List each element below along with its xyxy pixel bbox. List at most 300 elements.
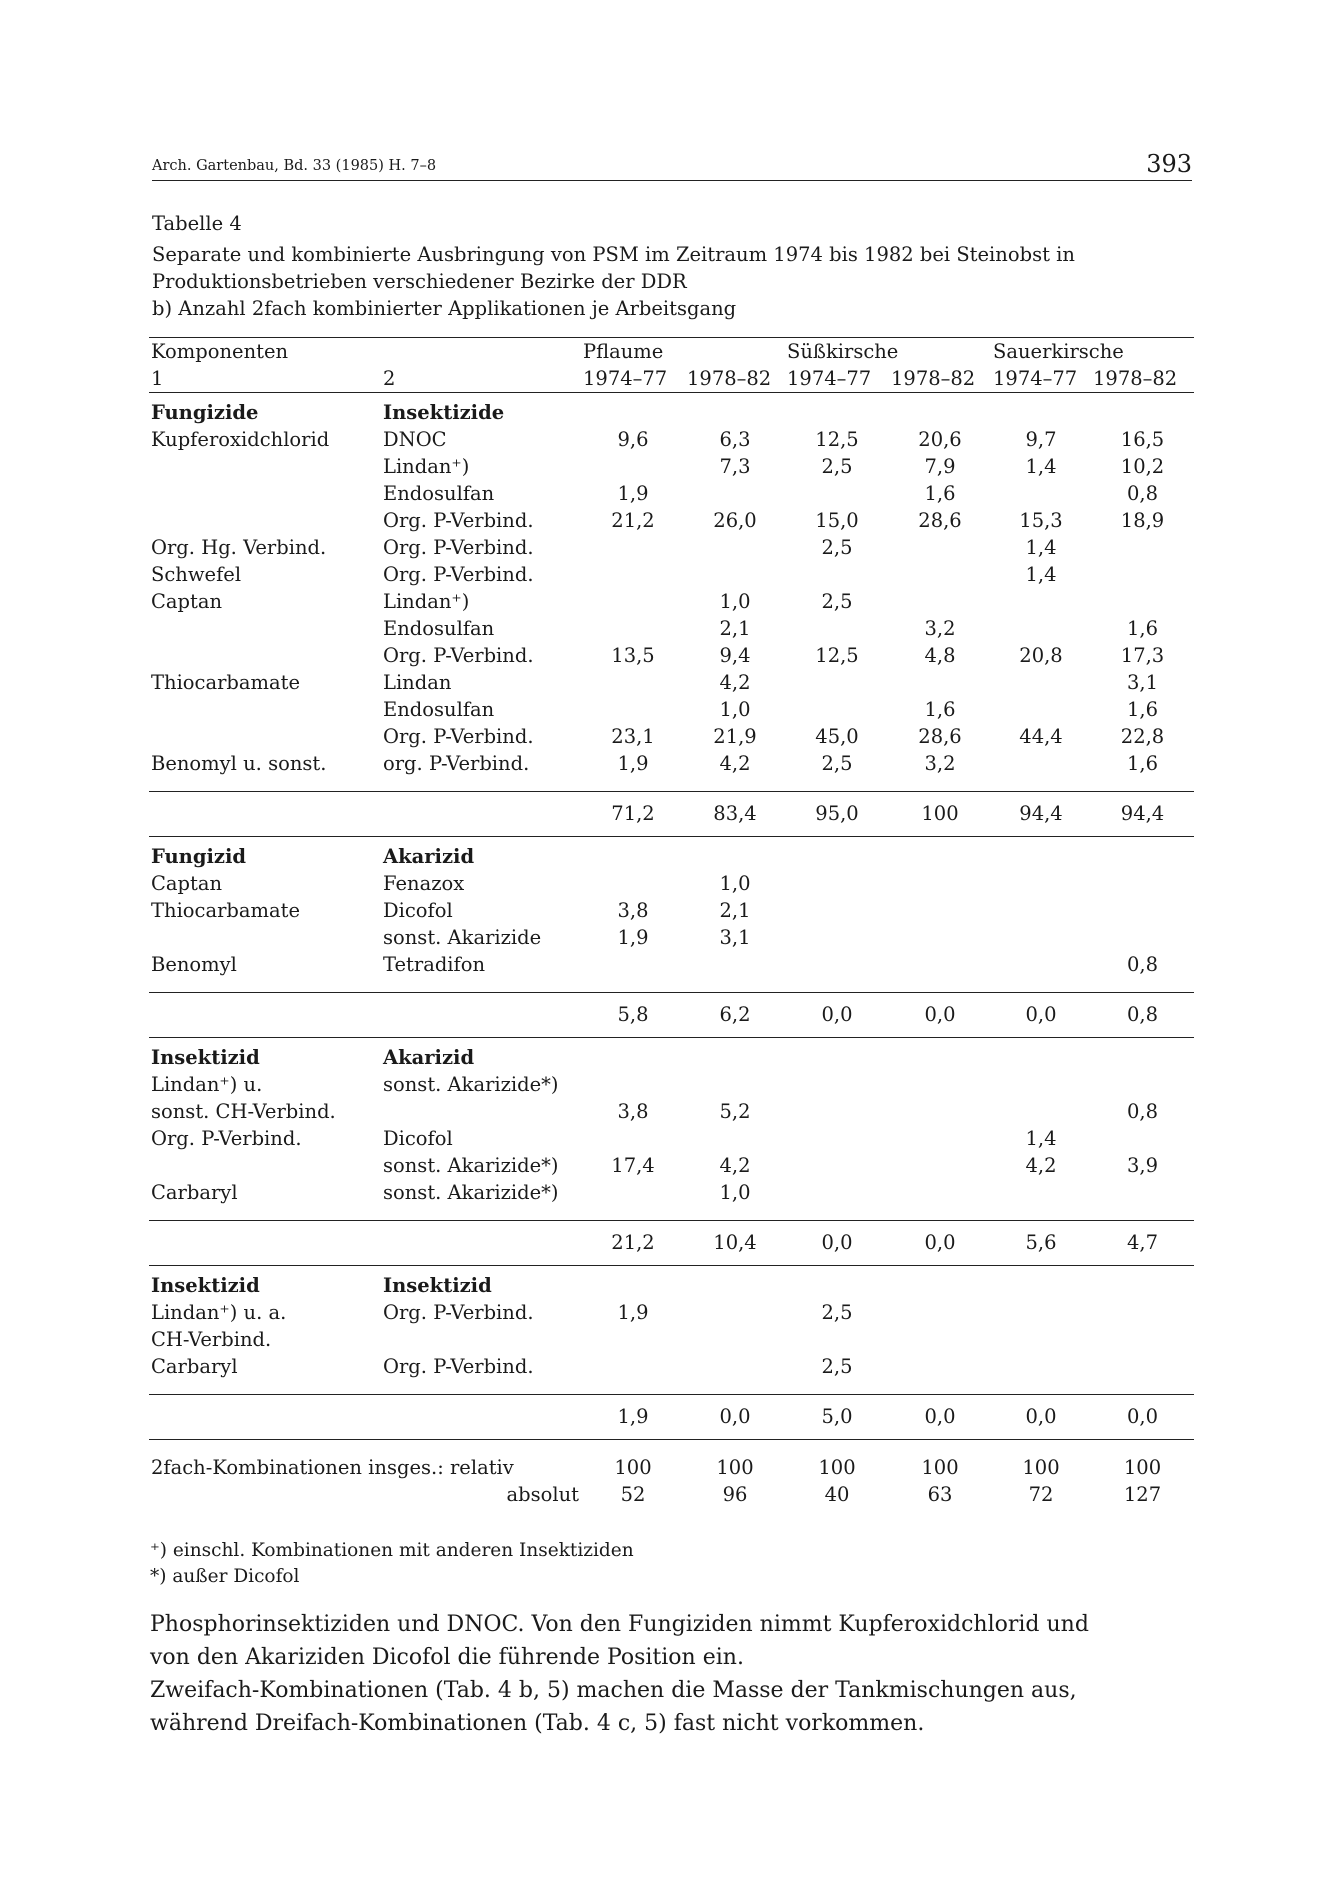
value-cell bbox=[1091, 1179, 1194, 1206]
value-cell bbox=[991, 1299, 1091, 1326]
sum-cell: 10,4 bbox=[685, 1221, 785, 1266]
total-relativ-cell: 100 bbox=[921, 1456, 959, 1479]
empty-cell bbox=[889, 1380, 991, 1395]
total-absolut-cell: 127 bbox=[1123, 1483, 1162, 1506]
empty-cell bbox=[381, 777, 581, 792]
table-row bbox=[149, 897, 1194, 924]
sum-cell: 0,0 bbox=[1091, 1395, 1194, 1440]
section-heading-component-1: Fungizide bbox=[151, 401, 259, 424]
sum-cell: 0,0 bbox=[991, 1395, 1091, 1440]
empty-cell bbox=[149, 993, 381, 1038]
value-cell: 20,6 bbox=[918, 428, 962, 451]
data-table bbox=[149, 337, 1194, 1508]
empty-cell bbox=[581, 1266, 685, 1300]
empty-cell bbox=[149, 978, 381, 993]
header-komponenten: Komponenten bbox=[149, 338, 381, 366]
spacer-row bbox=[149, 978, 1194, 993]
value-cell: 2,5 bbox=[821, 752, 853, 775]
component-2-cell: Endosulfan bbox=[383, 617, 495, 640]
value-cell: 2,5 bbox=[821, 536, 853, 559]
section-sum-row bbox=[149, 1395, 1194, 1440]
value-cell bbox=[685, 561, 785, 588]
total-absolut-cell: 72 bbox=[1028, 1483, 1054, 1506]
value-cell: 3,1 bbox=[1127, 671, 1159, 694]
header-pflaume: Pflaume bbox=[581, 338, 785, 366]
component-1-cell: Org. P-Verbind. bbox=[151, 1127, 302, 1150]
value-cell: 1,6 bbox=[1127, 752, 1159, 775]
caption-line: b) Anzahl 2fach kombinierter Applikationen je Arbeitsgang bbox=[152, 297, 737, 320]
value-cell bbox=[991, 1179, 1091, 1206]
empty-cell bbox=[785, 1038, 889, 1072]
value-cell bbox=[785, 1071, 889, 1098]
value-cell: 0,8 bbox=[1127, 953, 1159, 976]
footnotes bbox=[150, 1538, 634, 1590]
value-cell bbox=[785, 951, 889, 978]
section-heading-component-2: Akarizid bbox=[383, 1046, 475, 1069]
empty-cell bbox=[785, 1440, 889, 1455]
value-cell: 4,8 bbox=[924, 644, 956, 667]
value-cell bbox=[889, 669, 991, 696]
spacer-row bbox=[149, 777, 1194, 792]
total-absolut-cell: 52 bbox=[620, 1483, 646, 1506]
total-relativ-cell: 100 bbox=[1123, 1456, 1162, 1479]
component-2-cell: Dicofol bbox=[383, 1127, 453, 1150]
value-cell: 4,2 bbox=[719, 671, 751, 694]
component-2-cell: Org. P-Verbind. bbox=[383, 509, 534, 532]
component-2-cell: Tetradifon bbox=[383, 953, 486, 976]
empty-cell bbox=[889, 1206, 991, 1221]
value-cell bbox=[581, 1179, 685, 1206]
empty-cell bbox=[1091, 837, 1194, 871]
table-row bbox=[149, 642, 1194, 669]
value-cell bbox=[991, 750, 1091, 777]
component-1-cell: Lindan⁺) u. bbox=[151, 1073, 263, 1096]
table-row bbox=[149, 480, 1194, 507]
value-cell: 3,8 bbox=[617, 899, 649, 922]
value-cell: 1,0 bbox=[719, 872, 751, 895]
body-text bbox=[150, 1608, 1195, 1740]
header-period: 1978–82 bbox=[889, 365, 991, 393]
empty-cell bbox=[991, 837, 1091, 871]
empty-cell bbox=[889, 1038, 991, 1072]
table-row bbox=[149, 426, 1194, 453]
section-heading-component-2: Insektizide bbox=[383, 401, 505, 424]
value-cell bbox=[785, 1326, 889, 1353]
component-2-cell: sonst. Akarizide bbox=[383, 926, 542, 949]
value-cell: 17,3 bbox=[1120, 644, 1165, 667]
value-cell: 2,5 bbox=[821, 1301, 853, 1324]
value-cell: 10,2 bbox=[1120, 455, 1165, 478]
sum-cell: 0,0 bbox=[785, 993, 889, 1038]
component-2-cell: Dicofol bbox=[383, 899, 453, 922]
value-cell bbox=[581, 951, 685, 978]
value-cell bbox=[581, 534, 685, 561]
component-2-cell: Org. P-Verbind. bbox=[383, 1301, 534, 1324]
table-row bbox=[149, 1098, 1194, 1125]
value-cell bbox=[685, 1353, 785, 1380]
value-cell: 23,1 bbox=[611, 725, 655, 748]
empty-cell bbox=[381, 1206, 581, 1221]
header-period: 1974–77 bbox=[581, 365, 685, 393]
value-cell: 3,2 bbox=[924, 617, 956, 640]
sum-cell: 71,2 bbox=[581, 792, 685, 837]
value-cell: 17,4 bbox=[611, 1154, 655, 1177]
table-row bbox=[149, 1071, 1194, 1098]
value-cell bbox=[1091, 588, 1194, 615]
value-cell bbox=[889, 588, 991, 615]
value-cell: 20,8 bbox=[1019, 644, 1063, 667]
section-heading-component-2: Akarizid bbox=[383, 845, 475, 868]
component-2-cell: Org. P-Verbind. bbox=[383, 725, 534, 748]
sum-cell: 6,2 bbox=[685, 993, 785, 1038]
empty-cell bbox=[991, 393, 1091, 427]
empty-cell bbox=[581, 1380, 685, 1395]
value-cell bbox=[889, 561, 991, 588]
value-cell: 1,4 bbox=[1025, 563, 1057, 586]
value-cell: 4,2 bbox=[1025, 1154, 1057, 1177]
table-subheader-row bbox=[149, 365, 1194, 393]
data-table-wrapper bbox=[149, 337, 1194, 1508]
empty-cell bbox=[685, 978, 785, 993]
sum-cell: 21,2 bbox=[581, 1221, 685, 1266]
empty-cell bbox=[685, 1380, 785, 1395]
section-sum-row bbox=[149, 1221, 1194, 1266]
component-2-cell bbox=[381, 1098, 581, 1125]
running-header bbox=[152, 150, 1192, 181]
value-cell: 2,1 bbox=[719, 899, 751, 922]
value-cell bbox=[785, 1125, 889, 1152]
component-2-cell: Lindan bbox=[383, 671, 452, 694]
value-cell bbox=[581, 870, 685, 897]
empty-cell bbox=[889, 777, 991, 792]
value-cell bbox=[889, 870, 991, 897]
value-cell bbox=[991, 1326, 1091, 1353]
value-cell: 28,6 bbox=[918, 509, 962, 532]
body-line: während Dreifach-Kombinationen (Tab. 4 c, 5) fast nicht vorkommen. bbox=[150, 1711, 925, 1736]
section-heading-component-2: Insektizid bbox=[383, 1274, 492, 1297]
empty-cell bbox=[991, 1380, 1091, 1395]
sum-cell: 95,0 bbox=[785, 792, 889, 837]
total-absolut-cell: 96 bbox=[722, 1483, 748, 1506]
empty-cell bbox=[785, 393, 889, 427]
sum-cell: 0,0 bbox=[991, 993, 1091, 1038]
component-2-cell: Lindan⁺) bbox=[383, 590, 470, 613]
table-row bbox=[149, 669, 1194, 696]
section-sum-row bbox=[149, 792, 1194, 837]
empty-cell bbox=[991, 1266, 1091, 1300]
empty-cell bbox=[149, 777, 381, 792]
component-2-cell: Org. P-Verbind. bbox=[383, 563, 534, 586]
value-cell: 3,8 bbox=[617, 1100, 649, 1123]
value-cell bbox=[889, 1353, 991, 1380]
value-cell bbox=[1091, 897, 1194, 924]
value-cell: 15,0 bbox=[815, 509, 859, 532]
body-line: von den Akariziden Dicofol die führende Position ein. bbox=[150, 1645, 744, 1670]
table-body bbox=[149, 393, 1194, 1509]
value-cell: 12,5 bbox=[815, 644, 859, 667]
empty-cell bbox=[685, 393, 785, 427]
table-row bbox=[149, 615, 1194, 642]
value-cell bbox=[991, 870, 1091, 897]
component-2-cell: Org. P-Verbind. bbox=[383, 1355, 534, 1378]
component-1-cell: Captan bbox=[151, 590, 223, 613]
component-1-cell bbox=[149, 696, 381, 723]
value-cell: 7,9 bbox=[924, 455, 956, 478]
value-cell bbox=[581, 1125, 685, 1152]
component-2-cell: DNOC bbox=[383, 428, 447, 451]
empty-cell bbox=[685, 1266, 785, 1300]
value-cell: 26,0 bbox=[713, 509, 757, 532]
empty-cell bbox=[149, 1206, 381, 1221]
sum-cell: 0,0 bbox=[785, 1221, 889, 1266]
value-cell bbox=[785, 561, 889, 588]
header-period: 1974–77 bbox=[991, 365, 1091, 393]
value-cell: 2,5 bbox=[821, 455, 853, 478]
value-cell bbox=[581, 1071, 685, 1098]
value-cell bbox=[889, 1071, 991, 1098]
empty-cell bbox=[685, 1038, 785, 1072]
empty-cell bbox=[785, 1266, 889, 1300]
page-number: 393 bbox=[1146, 150, 1192, 178]
body-line: Phosphorinsektiziden und DNOC. Von den Fungiziden nimmt Kupferoxidchlorid und bbox=[150, 1612, 1089, 1637]
table-row bbox=[149, 1179, 1194, 1206]
empty-cell bbox=[685, 837, 785, 871]
table-row bbox=[149, 1299, 1194, 1326]
total-absolut-cell: 63 bbox=[927, 1483, 953, 1506]
value-cell bbox=[581, 696, 685, 723]
section-heading-row bbox=[149, 393, 1194, 427]
empty-cell bbox=[149, 1221, 381, 1266]
value-cell bbox=[685, 1071, 785, 1098]
header-component-2: 2 bbox=[381, 365, 581, 393]
component-1-cell bbox=[149, 615, 381, 642]
value-cell bbox=[991, 1353, 1091, 1380]
value-cell bbox=[685, 1125, 785, 1152]
caption-line: Separate und kombinierte Ausbringung von PSM im Zeitraum 1974 bis 1982 bei Steinobst in bbox=[152, 243, 1075, 266]
component-2-cell: sonst. Akarizide*) bbox=[383, 1154, 559, 1177]
empty-cell bbox=[149, 1395, 381, 1440]
empty-cell bbox=[581, 777, 685, 792]
empty-cell bbox=[889, 1266, 991, 1300]
table-header-row bbox=[149, 338, 1194, 366]
value-cell bbox=[991, 615, 1091, 642]
body-line: Zweifach-Kombinationen (Tab. 4 b, 5) machen die Masse der Tankmischungen aus, bbox=[150, 1678, 1077, 1703]
sum-cell: 94,4 bbox=[1091, 792, 1194, 837]
empty-cell bbox=[381, 993, 581, 1038]
table-row bbox=[149, 1353, 1194, 1380]
value-cell bbox=[991, 480, 1091, 507]
sum-cell: 94,4 bbox=[991, 792, 1091, 837]
component-1-cell: Thiocarbamate bbox=[151, 671, 301, 694]
value-cell: 9,7 bbox=[1025, 428, 1057, 451]
sum-cell: 0,0 bbox=[685, 1395, 785, 1440]
empty-cell bbox=[149, 1380, 381, 1395]
empty-cell bbox=[785, 1380, 889, 1395]
value-cell bbox=[581, 588, 685, 615]
component-1-cell: Kupferoxidchlorid bbox=[151, 428, 330, 451]
value-cell bbox=[1091, 924, 1194, 951]
value-cell bbox=[1091, 534, 1194, 561]
value-cell bbox=[685, 480, 785, 507]
value-cell bbox=[1091, 870, 1194, 897]
component-1-cell: Thiocarbamate bbox=[151, 899, 301, 922]
component-1-cell: Carbaryl bbox=[151, 1181, 238, 1204]
empty-cell bbox=[381, 978, 581, 993]
value-cell bbox=[785, 1098, 889, 1125]
empty-cell bbox=[581, 837, 685, 871]
table-row bbox=[149, 723, 1194, 750]
value-cell bbox=[889, 951, 991, 978]
table-row bbox=[149, 561, 1194, 588]
value-cell: 1,6 bbox=[1127, 617, 1159, 640]
value-cell bbox=[1091, 1299, 1194, 1326]
value-cell bbox=[889, 1326, 991, 1353]
value-cell: 2,5 bbox=[821, 1355, 853, 1378]
sum-cell: 100 bbox=[889, 792, 991, 837]
value-cell: 1,0 bbox=[719, 698, 751, 721]
component-1-cell: Benomyl bbox=[151, 953, 237, 976]
table-row bbox=[149, 924, 1194, 951]
value-cell bbox=[785, 897, 889, 924]
component-1-cell: Lindan⁺) u. a. bbox=[151, 1301, 287, 1324]
value-cell bbox=[581, 1353, 685, 1380]
empty-cell bbox=[1091, 978, 1194, 993]
empty-cell bbox=[1091, 1266, 1194, 1300]
value-cell: 1,6 bbox=[924, 482, 956, 505]
sum-cell: 1,9 bbox=[581, 1395, 685, 1440]
component-1-cell bbox=[149, 453, 381, 480]
empty-cell bbox=[381, 1395, 581, 1440]
header-sauerkirsche: Sauerkirsche bbox=[991, 338, 1194, 366]
component-2-cell: Lindan⁺) bbox=[383, 455, 470, 478]
spacer-row bbox=[149, 1206, 1194, 1221]
component-1-cell bbox=[149, 723, 381, 750]
value-cell bbox=[1091, 1326, 1194, 1353]
empty-cell bbox=[1091, 1038, 1194, 1072]
header-period: 1978–82 bbox=[1091, 365, 1194, 393]
value-cell bbox=[785, 1152, 889, 1179]
value-cell: 13,5 bbox=[611, 644, 655, 667]
value-cell: 1,6 bbox=[1127, 698, 1159, 721]
value-cell: 21,9 bbox=[713, 725, 757, 748]
footnote: ⁺) einschl. Kombinationen mit anderen Insektiziden bbox=[150, 1540, 634, 1561]
header-component-1: 1 bbox=[149, 365, 381, 393]
value-cell bbox=[889, 897, 991, 924]
table-row bbox=[149, 1125, 1194, 1152]
value-cell bbox=[581, 561, 685, 588]
total-relativ-cell: 100 bbox=[818, 1456, 856, 1479]
value-cell: 16,5 bbox=[1120, 428, 1165, 451]
value-cell bbox=[785, 924, 889, 951]
sum-cell: 5,6 bbox=[991, 1221, 1091, 1266]
value-cell bbox=[889, 924, 991, 951]
value-cell bbox=[889, 1179, 991, 1206]
section-heading-component-1: Insektizid bbox=[151, 1046, 260, 1069]
component-1-cell: Carbaryl bbox=[151, 1355, 238, 1378]
value-cell: 3,1 bbox=[719, 926, 751, 949]
empty-cell bbox=[889, 978, 991, 993]
value-cell bbox=[685, 951, 785, 978]
value-cell bbox=[991, 1071, 1091, 1098]
section-heading-row bbox=[149, 1038, 1194, 1072]
value-cell bbox=[581, 453, 685, 480]
value-cell: 9,4 bbox=[719, 644, 751, 667]
value-cell: 12,5 bbox=[815, 428, 859, 451]
component-2-cell: sonst. Akarizide*) bbox=[383, 1073, 559, 1096]
empty-cell bbox=[991, 1206, 1091, 1221]
value-cell: 28,6 bbox=[918, 725, 962, 748]
value-cell: 21,2 bbox=[611, 509, 655, 532]
section-sum-row bbox=[149, 993, 1194, 1038]
component-2-cell: Endosulfan bbox=[383, 698, 495, 721]
header-period: 1974–77 bbox=[785, 365, 889, 393]
table-row bbox=[149, 588, 1194, 615]
total-relativ-cell: 100 bbox=[1022, 1456, 1060, 1479]
empty-cell bbox=[685, 777, 785, 792]
empty-cell bbox=[991, 978, 1091, 993]
value-cell bbox=[1091, 561, 1194, 588]
value-cell bbox=[581, 1326, 685, 1353]
component-1-cell: Benomyl u. sonst. bbox=[151, 752, 327, 775]
spacer-row bbox=[149, 1440, 1194, 1455]
empty-cell bbox=[581, 393, 685, 427]
section-heading-row bbox=[149, 837, 1194, 871]
value-cell bbox=[889, 1299, 991, 1326]
value-cell: 18,9 bbox=[1120, 509, 1165, 532]
section-heading-row bbox=[149, 1266, 1194, 1300]
value-cell bbox=[685, 1299, 785, 1326]
table-caption bbox=[152, 210, 1192, 322]
value-cell: 9,6 bbox=[617, 428, 649, 451]
component-2-cell: Fenazox bbox=[383, 872, 465, 895]
component-1-cell bbox=[149, 507, 381, 534]
total-label-absolut: absolut bbox=[506, 1483, 579, 1506]
value-cell: 1,9 bbox=[617, 482, 649, 505]
empty-cell bbox=[991, 777, 1091, 792]
component-1-cell: CH-Verbind. bbox=[151, 1328, 272, 1351]
value-cell: 1,6 bbox=[924, 698, 956, 721]
value-cell bbox=[581, 615, 685, 642]
sum-cell: 83,4 bbox=[685, 792, 785, 837]
value-cell bbox=[991, 1098, 1091, 1125]
value-cell bbox=[991, 924, 1091, 951]
value-cell: 4,2 bbox=[719, 752, 751, 775]
value-cell bbox=[991, 897, 1091, 924]
value-cell: 3,2 bbox=[924, 752, 956, 775]
header-suesskirsche: Süßkirsche bbox=[785, 338, 991, 366]
value-cell: 7,3 bbox=[719, 455, 751, 478]
empty-cell bbox=[1091, 1206, 1194, 1221]
component-1-cell: Org. Hg. Verbind. bbox=[151, 536, 327, 559]
component-2-cell: Org. P-Verbind. bbox=[383, 644, 534, 667]
value-cell bbox=[785, 870, 889, 897]
value-cell: 1,9 bbox=[617, 926, 649, 949]
empty-cell bbox=[889, 1440, 991, 1455]
total-absolut-row bbox=[149, 1481, 1194, 1508]
value-cell: 1,9 bbox=[617, 1301, 649, 1324]
value-cell: 15,3 bbox=[1019, 509, 1063, 532]
component-1-cell bbox=[149, 642, 381, 669]
section-heading-component-1: Insektizid bbox=[151, 1274, 260, 1297]
value-cell bbox=[685, 1326, 785, 1353]
empty-cell bbox=[1091, 393, 1194, 427]
value-cell: 5,2 bbox=[719, 1100, 751, 1123]
total-relativ-cell: 100 bbox=[716, 1456, 754, 1479]
component-2-cell: Org. P-Verbind. bbox=[383, 536, 534, 559]
empty-cell bbox=[149, 792, 381, 837]
table-row bbox=[149, 507, 1194, 534]
total-relativ-row bbox=[149, 1454, 1194, 1481]
